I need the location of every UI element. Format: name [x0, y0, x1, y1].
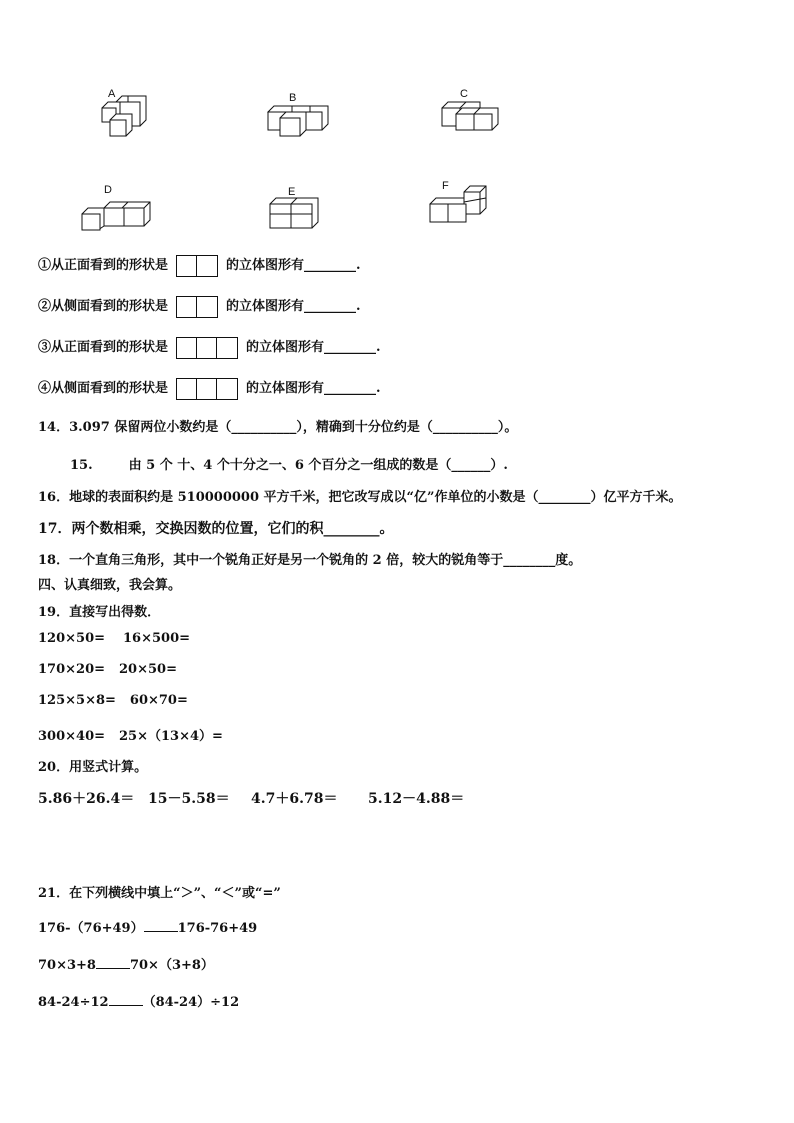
question-15-text: 由 5 个 十、4 个十分之一、6 个百分之一组成的数是（______）. [128, 458, 508, 473]
q19-item: 300×40= [38, 729, 106, 744]
question-15 [70, 454, 508, 473]
question-18: 18．一个直角三角形，其中一个锐角正好是另一个锐角的 2 倍，较大的锐角等于________度。 [38, 553, 582, 568]
q21-right: 176-76+49 [177, 921, 258, 936]
cube-drawing-b [266, 90, 332, 140]
q13-line-3 [38, 336, 381, 359]
q21-left: 84-24÷12 [38, 995, 109, 1010]
section-4-heading: 四、认真细致，我会算。 [38, 578, 182, 593]
figure-label: B [289, 92, 297, 104]
q20-item: 15－5.58＝ [148, 791, 230, 807]
question-21: 21．在下列横线中填上“＞”、“＜”或“=” [38, 886, 281, 901]
q19-item: 16×500= [123, 631, 191, 646]
q13-line-2-prefix: ②从侧面看到的形状是 [38, 299, 169, 314]
q21-row [38, 991, 239, 1010]
question-17: 17．两个数相乘，交换因数的位置，它们的积________。 [38, 521, 394, 537]
q20-item: 5.12－4.88＝ [368, 791, 465, 807]
figure-d [80, 182, 154, 232]
question-16: 16．地球的表面积约是 510000000 平方千米，把它改写成以“亿”作单位的小数是（________）亿平方千米。 [38, 490, 682, 505]
q21-row [38, 917, 257, 936]
cube-drawing-c [440, 86, 502, 136]
question-19: 19．直接写出得数． [38, 605, 161, 620]
figure-c [440, 86, 502, 136]
figure-label: C [460, 88, 468, 100]
q21-left: 70×3+8 [38, 958, 96, 973]
answer-blank[interactable] [144, 931, 178, 932]
q19-row [38, 631, 190, 646]
q13-line-4-prefix: ④从侧面看到的形状是 [38, 381, 169, 396]
question-14: 14．3.097 保留两位小数约是（__________），精确到十分位约是（__________）。 [38, 420, 518, 435]
q21-left: 176-（76+49） [38, 921, 144, 936]
q21-row [38, 954, 214, 973]
q13-line-1 [38, 254, 361, 277]
view-2-squares-icon [176, 296, 218, 318]
q19-item: 60×70= [129, 693, 188, 708]
q19-item: 170×20= [38, 662, 106, 677]
figure-label: F [442, 180, 449, 192]
cube-drawing-a [96, 86, 156, 142]
view-3-squares-icon [176, 337, 238, 359]
q20-item: 4.7＋6.78＝ [251, 791, 338, 807]
q19-row [38, 725, 223, 744]
q13-line-2-suffix: 的立体图形有________. [226, 299, 361, 314]
answer-blank[interactable] [109, 1005, 143, 1006]
q19-item: 125×5×8= [38, 693, 116, 708]
q19-item: 20×50= [119, 662, 177, 677]
figure-b [266, 90, 332, 140]
q13-line-1-prefix: ①从正面看到的形状是 [38, 258, 169, 273]
figure-label: D [104, 184, 112, 196]
q19-item: 25×（13×4）= [119, 729, 223, 744]
cube-drawing-d [80, 182, 154, 232]
q13-line-3-prefix: ③从正面看到的形状是 [38, 340, 169, 355]
figure-label: E [288, 186, 296, 198]
view-2-squares-icon [176, 255, 218, 277]
q19-row [38, 662, 177, 677]
q19-item: 120×50= [38, 631, 106, 646]
cube-drawing-e [266, 184, 324, 232]
q19-row [38, 693, 188, 708]
view-3-squares-icon [176, 378, 238, 400]
question-20: 20．用竖式计算。 [38, 760, 148, 775]
q13-line-3-suffix: 的立体图形有________. [246, 340, 381, 355]
q20-item: 5.86＋26.4＝ [38, 791, 135, 807]
q13-line-1-suffix: 的立体图形有________. [226, 258, 361, 273]
figure-a [96, 86, 156, 142]
figure-e [266, 184, 324, 232]
q21-right: （84-24）÷12 [142, 995, 240, 1010]
answer-blank[interactable] [96, 968, 130, 969]
q13-line-4 [38, 377, 381, 400]
question-15-number: 15. [70, 458, 93, 473]
cube-drawing-f [428, 180, 492, 226]
q21-right: 70×（3+8） [129, 958, 214, 973]
q13-line-2 [38, 295, 361, 318]
figure-f [428, 180, 492, 226]
figure-label: A [108, 88, 116, 100]
q13-line-4-suffix: 的立体图形有________. [246, 381, 381, 396]
